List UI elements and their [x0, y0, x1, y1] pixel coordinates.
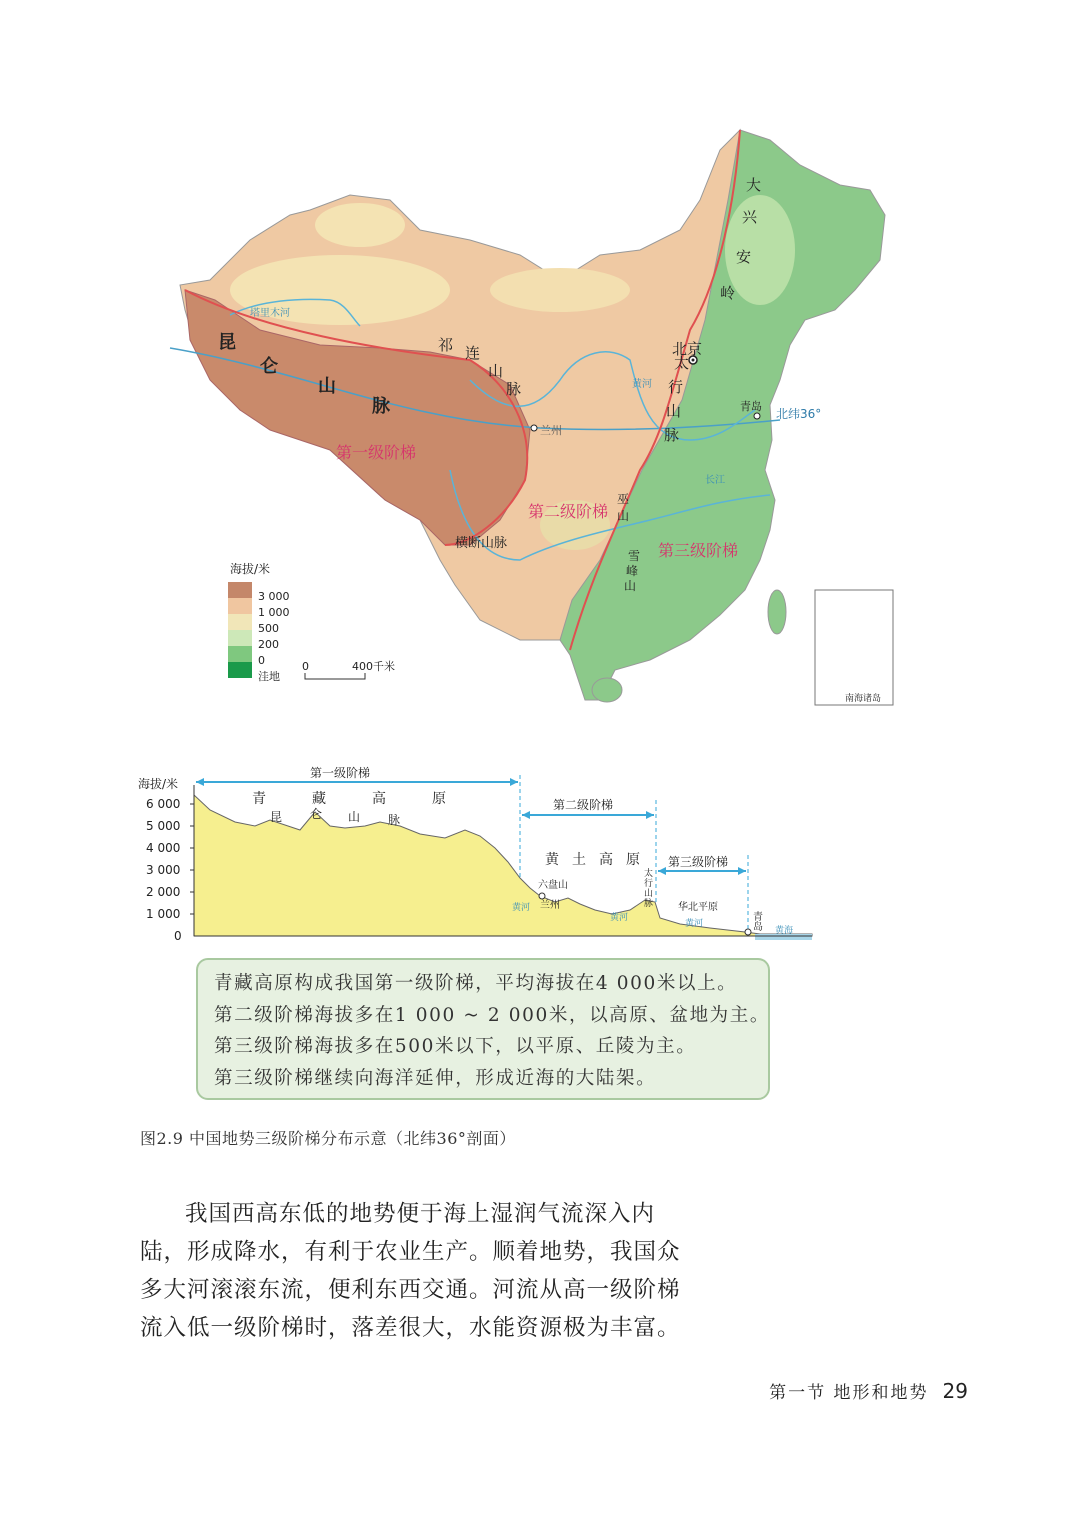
th-1: 太 — [644, 869, 654, 879]
taiwan-island — [768, 590, 786, 634]
kl-2: 仑 — [310, 807, 323, 821]
beijing-label: 北京 — [672, 340, 703, 358]
info-line: 第三级阶梯海拔多在500米以下，以平原、丘陵为主。 — [214, 1036, 697, 1057]
qilian-4: 脉 — [506, 380, 522, 398]
th-4: 脉 — [644, 899, 654, 909]
ytick-4000: 4 000 — [146, 841, 181, 855]
qilian-3: 山 — [488, 362, 504, 380]
hh-3: 黄河 — [685, 919, 704, 929]
elevation-profile — [130, 760, 830, 950]
taihang-2: 行 — [668, 378, 684, 396]
kunlun-1: 昆 — [218, 332, 236, 353]
xuefeng-2: 峰 — [626, 564, 639, 578]
nanhai-label: 南海诸岛 — [845, 694, 882, 704]
lanzhou-marker — [531, 425, 537, 431]
kl-4: 脉 — [388, 813, 401, 827]
qz-1: 青 — [252, 791, 266, 807]
china-terrain-map — [160, 120, 900, 720]
profile-step1: 第一级阶梯 — [310, 766, 371, 780]
info-line: 第二级阶梯海拔多在1 000 ~ 2 000米，以高原、盆地为主。 — [214, 1004, 770, 1026]
ytick-5000: 5 000 — [146, 819, 181, 833]
taihang-3: 山 — [666, 402, 682, 420]
kunlun-2: 仑 — [260, 356, 278, 377]
qd-1: 青 — [753, 912, 763, 923]
changjiang-label: 长江 — [705, 475, 725, 486]
page-footer — [769, 1378, 968, 1403]
hainan-island — [592, 678, 622, 702]
kl-3: 山 — [348, 810, 361, 824]
kunlun-4: 脉 — [372, 396, 390, 417]
scale-end: 400千米 — [352, 660, 395, 673]
ytick-6000: 6 000 — [146, 797, 181, 811]
page-number: 29 — [942, 1379, 968, 1403]
dxal-3: 安 — [736, 248, 752, 266]
info-box — [196, 958, 770, 1100]
step1-label: 第一级阶梯 — [336, 443, 417, 462]
th-2: 行 — [644, 879, 654, 889]
legend-item-0: 3 000 — [258, 590, 290, 603]
info-line: 第三级阶梯继续向海洋延伸，形成近海的大陆架。 — [214, 1067, 657, 1089]
dxal-2: 兴 — [742, 208, 758, 226]
qz-3: 高 — [372, 791, 386, 807]
ht-4: 原 — [626, 852, 640, 868]
xuefeng-3: 山 — [624, 579, 637, 593]
body-line: 流入低一级阶梯时，落差很大，水能资源极为丰富。 — [140, 1315, 681, 1341]
lanzhou-label: 兰州 — [540, 424, 562, 437]
taihang-4: 脉 — [664, 426, 680, 444]
qz-2: 藏 — [312, 791, 326, 807]
hh-1: 黄河 — [512, 903, 531, 913]
ytick-3000: 3 000 — [146, 863, 181, 877]
junggar-basin — [315, 203, 405, 247]
tarim-label: 塔里木河 — [250, 308, 290, 319]
body-line: 我国西高东低的地势便于海上湿润气流深入内 — [185, 1201, 656, 1227]
body-paragraph — [140, 1195, 700, 1347]
wushan-2: 山 — [617, 509, 630, 523]
ytick-2000: 2 000 — [146, 885, 181, 899]
huabei: 华北平原 — [678, 902, 718, 913]
profile-step2: 第二级阶梯 — [553, 798, 614, 812]
scale-bar — [305, 673, 365, 679]
qz-4: 原 — [432, 791, 446, 807]
ht-3: 高 — [599, 852, 613, 868]
south-sea-inset — [815, 590, 893, 705]
ht-1: 黄 — [545, 852, 559, 868]
hh-2: 黄河 — [610, 913, 629, 923]
info-line: 青藏高原构成我国第一级阶梯，平均海拔在4 000米以上。 — [214, 973, 738, 994]
qilian-1: 祁 — [438, 336, 454, 354]
ht-2: 土 — [572, 852, 586, 868]
inner-mongolia — [490, 268, 630, 312]
legend-item-2: 500 — [258, 622, 279, 635]
dxal-1: 大 — [746, 176, 762, 194]
figure-caption: 图2.9 中国地势三级阶梯分布示意（北纬36°剖面） — [140, 1129, 516, 1148]
dxal-4: 岭 — [720, 284, 736, 302]
kl-1: 昆 — [270, 810, 283, 824]
taihang-1: 太 — [674, 354, 690, 372]
ytick-0: 0 — [174, 929, 182, 943]
legend-item-3: 200 — [258, 638, 279, 651]
huanghe-label: 黄河 — [632, 379, 652, 390]
ytick-1000: 1 000 — [146, 907, 181, 921]
legend-item-5: 洼地 — [258, 670, 280, 683]
legend-item-1: 1 000 — [258, 606, 290, 619]
step2-label: 第二级阶梯 — [528, 502, 609, 521]
wushan-1: 巫 — [617, 492, 630, 506]
liupan: 六盘山 — [538, 880, 568, 891]
kunlun-3: 山 — [318, 376, 336, 397]
profile-lanzhou: 兰州 — [540, 900, 560, 911]
legend-item-4: 0 — [258, 654, 265, 667]
qingdao-label: 青岛 — [740, 400, 762, 413]
huanghai: 黄海 — [775, 926, 794, 936]
scale-start: 0 — [302, 660, 309, 673]
legend-title: 海拔/米 — [230, 562, 271, 576]
qd-2: 岛 — [753, 922, 763, 933]
step3-label: 第三级阶梯 — [658, 541, 739, 560]
section-title: 第一节 地形和地势 — [769, 1383, 929, 1403]
body-line: 陆，形成降水，有利于农业生产。顺着地势，我国众 — [140, 1239, 681, 1265]
profile-ylabel: 海拔/米 — [138, 777, 179, 791]
body-line: 多大河滚滚东流，便利东西交通。河流从高一级阶梯 — [140, 1277, 681, 1303]
qilian-2: 连 — [465, 344, 481, 362]
hengduan-label: 横断山脉 — [455, 536, 508, 551]
qingdao-marker — [754, 413, 760, 419]
th-3: 山 — [644, 889, 654, 899]
lat36-label: 北纬36° — [776, 407, 822, 421]
xuefeng-1: 雪 — [628, 549, 641, 563]
profile-step3: 第三级阶梯 — [668, 855, 729, 869]
